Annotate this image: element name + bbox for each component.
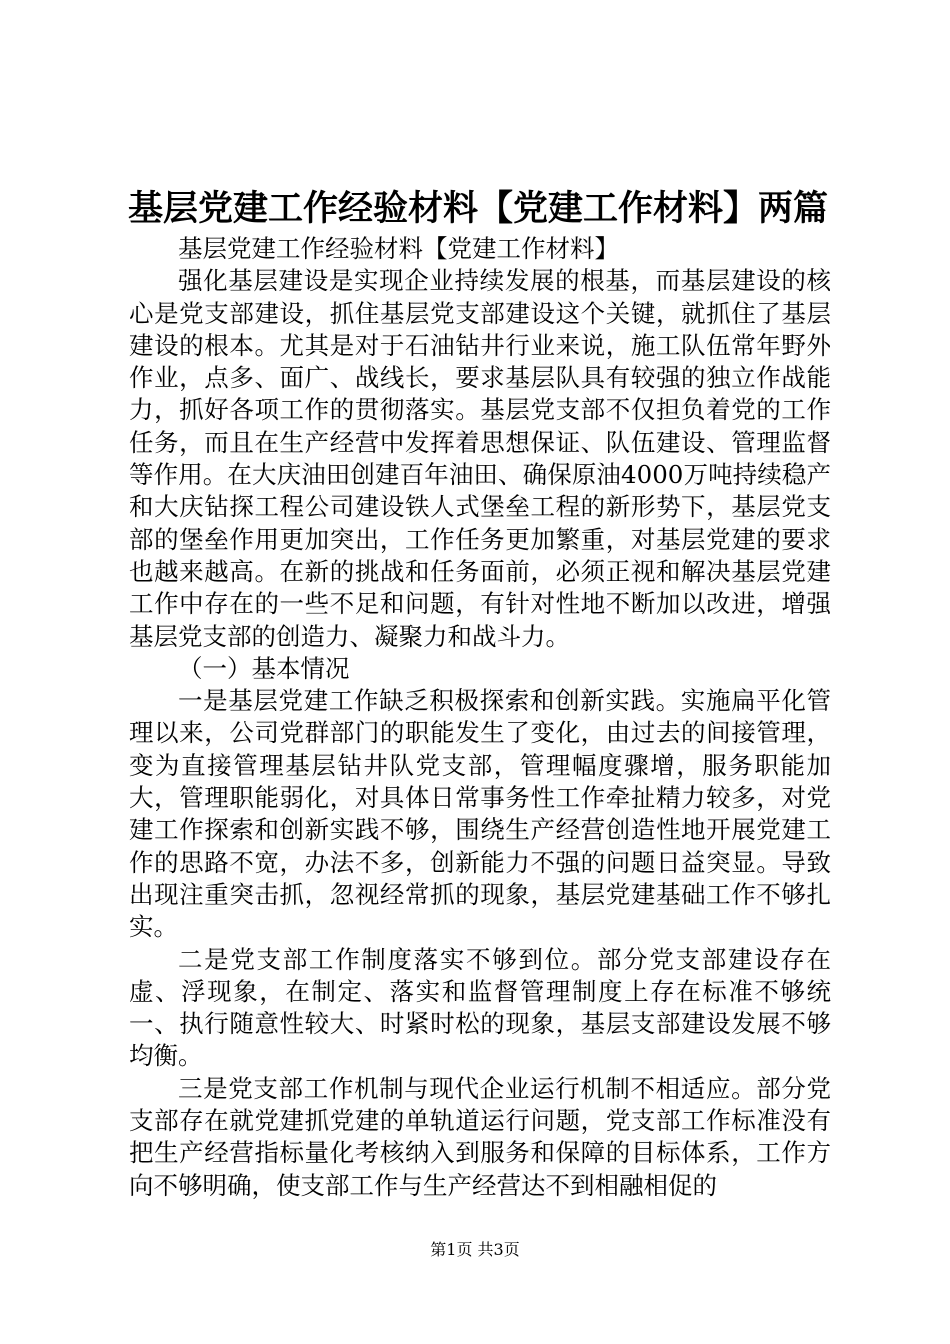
document-title: 基层党建工作经验材料【党建工作材料】两篇 (128, 188, 829, 229)
intro-paragraph: 强化基层建设是实现企业持续发展的根基，而基层建设的核心是党支部建设，抓住基层党支部建设这个关键，就抓住了基层建设的根本。尤其是对于石油钻井行业来说，施工队伍常年野外作业，点多、面广、战线长，要求基层队具有较强的独立作战能力，抓好各项工作的贯彻落实。基层党支部不仅担负着党的工作任务，而且在生产经营中发挥着思想保证、队伍建设、管理监督等作用。在大庆油田创建百年油田、确保原油4000万吨持续稳产和大庆钻探工程公司建设铁人式堡垒工程的新形势下，基层党支部的堡垒作用更加突出，工作任务更加繁重，对基层党建的要求也越来越高。在新的挑战和任务面前，必须正视和解决基层党建工作中存在的一些不足和问题，有针对性地不断加以改进，增强基层党支部的创造力、凝聚力和战斗力。 (129, 266, 831, 651)
section-heading: （一）基本情况 (178, 653, 350, 683)
point-three-paragraph: 三是党支部工作机制与现代企业运行机制不相适应。部分党支部存在就党建抓党建的单轨道运行问题，党支部工作标准没有把生产经营指标量化考核纳入到服务和保障的目标体系，工作方向不够明确，使支部工作与生产经营达不到相融相促的 (129, 1073, 831, 1200)
point-two-paragraph: 二是党支部工作制度落实不够到位。部分党支部建设存在虚、浮现象，在制定、落实和监督管理制度上存在标准不够统一、执行随意性较大、时紧时松的现象，基层支部建设发展不够均衡。 (129, 944, 831, 1071)
page-number-footer: 第1页 共3页 (430, 1240, 520, 1259)
point-one-paragraph: 一是基层党建工作缺乏积极探索和创新实践。实施扁平化管理以来，公司党群部门的职能发生了变化，由过去的间接管理，变为直接管理基层钻井队党支部，管理幅度骤增，服务职能加大，管理职能弱化，对具体日常事务性工作牵扯精力较多，对党建工作探索和创新实践不够，围绕生产经营创造性地开展党建工作的思路不宽，办法不多，创新能力不强的问题日益突显。导致出现注重突击抓，忽视经常抓的现象，基层党建基础工作不够扎实。 (129, 686, 831, 942)
subtitle-paragraph: 基层党建工作经验材料【党建工作材料】 (178, 234, 619, 263)
document-body (129, 233, 831, 1202)
